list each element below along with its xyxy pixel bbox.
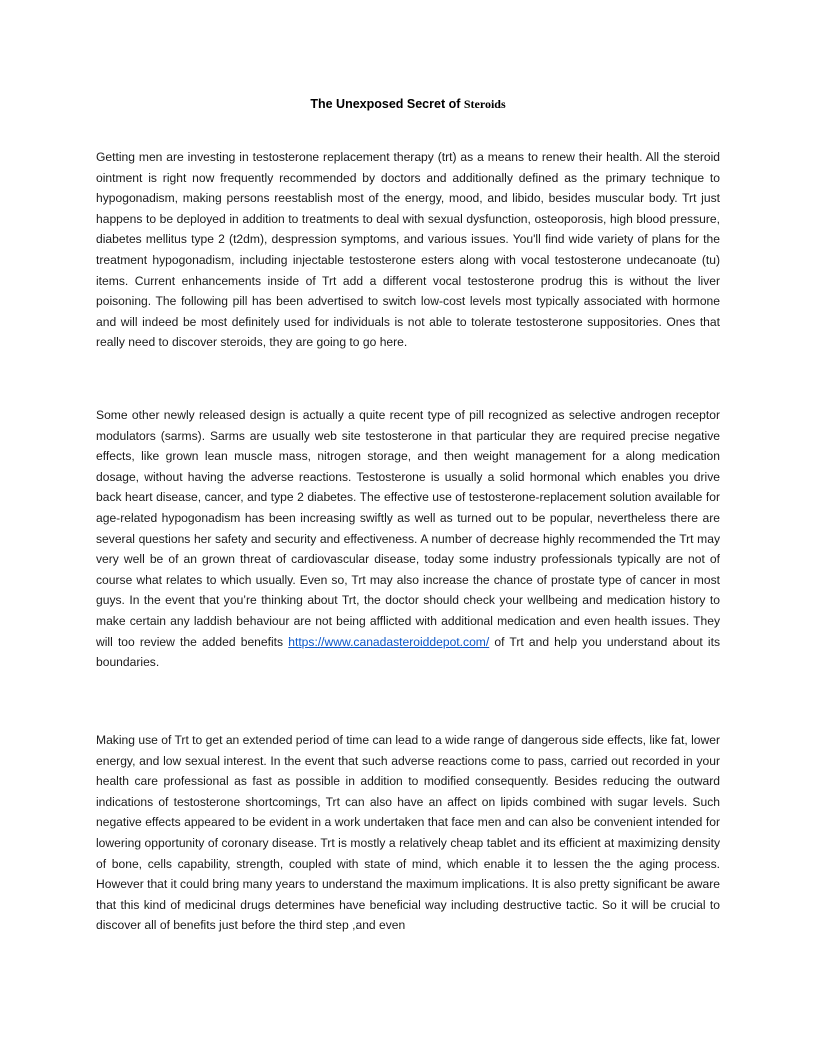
canadasteroiddepot-link[interactable]: https://www.canadasteroiddepot.com/ [288,634,490,649]
document-title [0,96,816,112]
title-tail-text: Steroids [463,97,506,111]
paragraph-2 [96,405,720,673]
paragraph-2-text: Some other newly released design is actually a quite recent type of pill recognized as selective androgen receptor modulators (sarms). Sarms are usually web site testosterone in that particular they are required precise negative effects, like grown lean muscle mass, nitrogen storage, and then weight management for a along medication dosage, without having the adverse reactions. Testosterone is usually a solid hormonal which enables you drive back heart disease, cancer, and type 2 diabetes. The effective use of testosterone-replacement solution available for age-related hypogonadism has been increasing swiftly as well as turned out to be popular, nevertheless there are several questions her safety and security and effectiveness. A number of decrease highly recommended the Trt may very well be of an grown threat of cardiovascular disease, today some industry professionals typically are not of course what relates to which usually. Even so, Trt may also increase the chance of prostate type of cancer in most guys. In the event that you’re thinking about Trt, the doctor should check your wellbeing and medication history to make certain any laddish behaviour are not being afflicted with additional medication and even health issues. They will too review the added benefits [96,408,720,649]
paragraph-1: Getting men are investing in testosterone replacement therapy (trt) as a means to renew their health. All the steroid ointment is right now frequently recommended by doctors and additionally defined as the primary technique to hypogonadism, making persons reestablish most of the energy, mood, and libido, besides muscular body. Trt just happens to be deployed in addition to treatments to deal with sexual dysfunction, osteoporosis, high blood pressure, diabetes mellitus type 2 (t2dm), despression symptoms, and various issues. You'll find wide variety of plans for the treatment hypogonadism, including injectable testosterone esters along with vocal testosterone undecanoate (tu) items. Current enhancements inside of Trt add a different vocal testosterone prodrug this is without the liver poisoning. The following pill has been advertised to switch low-cost levels most typically associated with hormone and will indeed be most definitely used for individuals is not able to tolerate testosterone suppositories. Ones that really need to discover steroids, they are going to go here. [96,150,720,350]
title-main-text: The Unexposed Secret of [310,97,464,111]
paragraph-2-tail-text: of Trt and help you understand about its boundaries. [96,634,720,670]
paragraph-3: Making use of Trt to get an extended period of time can lead to a wide range of dangerous side effects, like fat, lower energy, and low sexual interest. In the event that such adverse reactions come to pass, carried out recorded in your health care professional as fast as possible in addition to modified consequently. Besides reducing the outward indications of testosterone shortcomings, Trt can also have an affect on lipids combined with sugar levels. Such negative effects appeared to be evident in a work undertaken that face men and can also be convenient intended for lowering opportunity of coronary disease. Trt is mostly a relatively cheap tablet and its efficient at maximizing density of bone, cells capability, strength, coupled with state of mind, which enable it to lessen the the aging process. However that it could bring many years to understand the maximum implications. It is also pretty significant be aware that this kind of medicinal drugs determines have beneficial way including destructive tactic. So it will be crucial to discover all of benefits just before the third step ,and even [96,733,720,933]
